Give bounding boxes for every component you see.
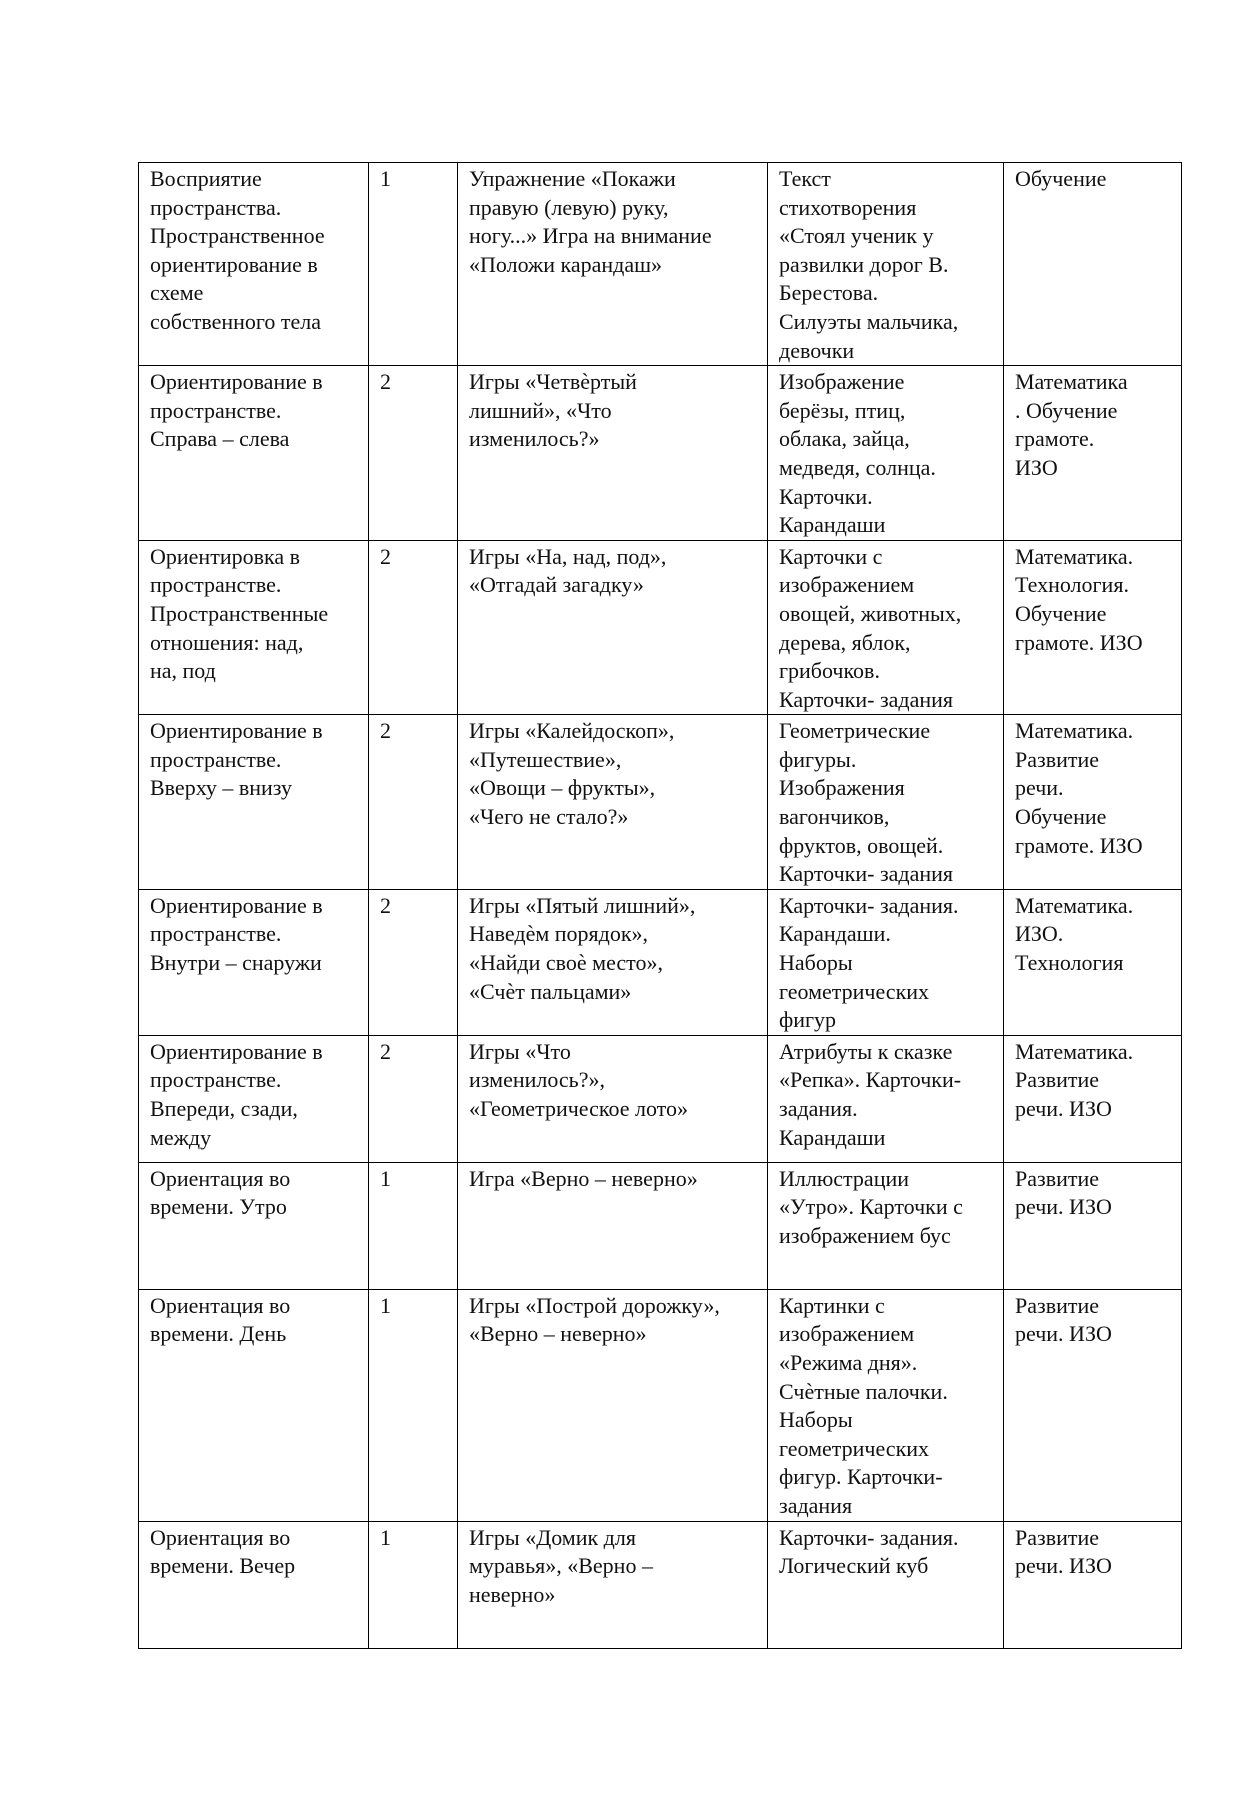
activities-cell: Игры «Домик для муравья», «Верно – неверно» xyxy=(458,1521,768,1648)
topic-cell: Ориентация во времени. Утро xyxy=(139,1162,369,1289)
topic-cell: Ориентирование в пространстве. Справа – слева xyxy=(139,366,369,541)
table-row xyxy=(139,366,1182,541)
materials-cell: Иллюстрации «Утро». Карточки с изображением бус xyxy=(768,1162,1004,1289)
activities-cell: Игры «Построй дорожку», «Верно – неверно» xyxy=(458,1289,768,1521)
links-cell: Обучение xyxy=(1004,163,1182,366)
topic-cell: Ориентация во времени. День xyxy=(139,1289,369,1521)
hours-cell: 1 xyxy=(369,163,458,366)
activities-cell: Игры «Пятый лишний», Наведѐм порядок», «Найди своѐ место», «Счѐт пальцами» xyxy=(458,889,768,1035)
hours-cell: 2 xyxy=(369,715,458,890)
hours-cell: 1 xyxy=(369,1289,458,1521)
table-row xyxy=(139,540,1182,715)
materials-cell: Изображение берёзы, птиц, облака, зайца, медведя, солнца. Карточки. Карандаши xyxy=(768,366,1004,541)
hours-cell: 1 xyxy=(369,1162,458,1289)
materials-cell: Атрибуты к сказке «Репка». Карточки- задания. Карандаши xyxy=(768,1035,1004,1162)
activities-cell: Игра «Верно – неверно» xyxy=(458,1162,768,1289)
links-cell: Математика. Развитие речи. ИЗО xyxy=(1004,1035,1182,1162)
topic-cell: Ориентировка в пространстве. Пространственные отношения: над, на, под xyxy=(139,540,369,715)
links-cell: Развитие речи. ИЗО xyxy=(1004,1289,1182,1521)
materials-cell: Геометрические фигуры. Изображения вагончиков, фруктов, овощей. Карточки- задания xyxy=(768,715,1004,890)
hours-cell: 1 xyxy=(369,1521,458,1648)
topic-cell: Восприятие пространства. Пространственное ориентирование в схеме собственного тела xyxy=(139,163,369,366)
links-cell: Математика. Технология. Обучение грамоте. ИЗО xyxy=(1004,540,1182,715)
materials-cell: Карточки с изображением овощей, животных, дерева, яблок, грибочков. Карточки- задания xyxy=(768,540,1004,715)
table-row xyxy=(139,715,1182,890)
topic-cell: Ориентирование в пространстве. Вверху – внизу xyxy=(139,715,369,890)
hours-cell: 2 xyxy=(369,366,458,541)
hours-cell: 2 xyxy=(369,540,458,715)
hours-cell: 2 xyxy=(369,1035,458,1162)
activities-cell: Игры «Четвѐртый лишний», «Что изменилось?» xyxy=(458,366,768,541)
hours-cell: 2 xyxy=(369,889,458,1035)
links-cell: Развитие речи. ИЗО xyxy=(1004,1521,1182,1648)
materials-cell: Карточки- задания. Логический куб xyxy=(768,1521,1004,1648)
links-cell: Математика. ИЗО. Технология xyxy=(1004,889,1182,1035)
activities-cell: Упражнение «Покажи правую (левую) руку, ногу...» Игра на внимание «Положи карандаш» xyxy=(458,163,768,366)
table-row xyxy=(139,1162,1182,1289)
materials-cell: Текст стихотворения «Стоял ученик у развилки дорог В. Берестова. Силуэты мальчика, девочки xyxy=(768,163,1004,366)
table-row xyxy=(139,163,1182,366)
table-row xyxy=(139,1289,1182,1521)
links-cell: Математика. Развитие речи. Обучение грамоте. ИЗО xyxy=(1004,715,1182,890)
materials-cell: Карточки- задания. Карандаши. Наборы геометрических фигур xyxy=(768,889,1004,1035)
topic-cell: Ориентирование в пространстве. Впереди, сзади, между xyxy=(139,1035,369,1162)
lesson-plan-table xyxy=(138,162,1182,1649)
activities-cell: Игры «Что изменилось?», «Геометрическое лото» xyxy=(458,1035,768,1162)
materials-cell: Картинки с изображением «Режима дня». Счѐтные палочки. Наборы геометрических фигур. Карточки- задания xyxy=(768,1289,1004,1521)
table-row xyxy=(139,1035,1182,1162)
table-row xyxy=(139,889,1182,1035)
activities-cell: Игры «Калейдоскоп», «Путешествие», «Овощи – фрукты», «Чего не стало?» xyxy=(458,715,768,890)
table-row xyxy=(139,1521,1182,1648)
links-cell: Развитие речи. ИЗО xyxy=(1004,1162,1182,1289)
activities-cell: Игры «На, над, под», «Отгадай загадку» xyxy=(458,540,768,715)
links-cell: Математика . Обучение грамоте. ИЗО xyxy=(1004,366,1182,541)
topic-cell: Ориентирование в пространстве. Внутри – снаружи xyxy=(139,889,369,1035)
topic-cell: Ориентация во времени. Вечер xyxy=(139,1521,369,1648)
